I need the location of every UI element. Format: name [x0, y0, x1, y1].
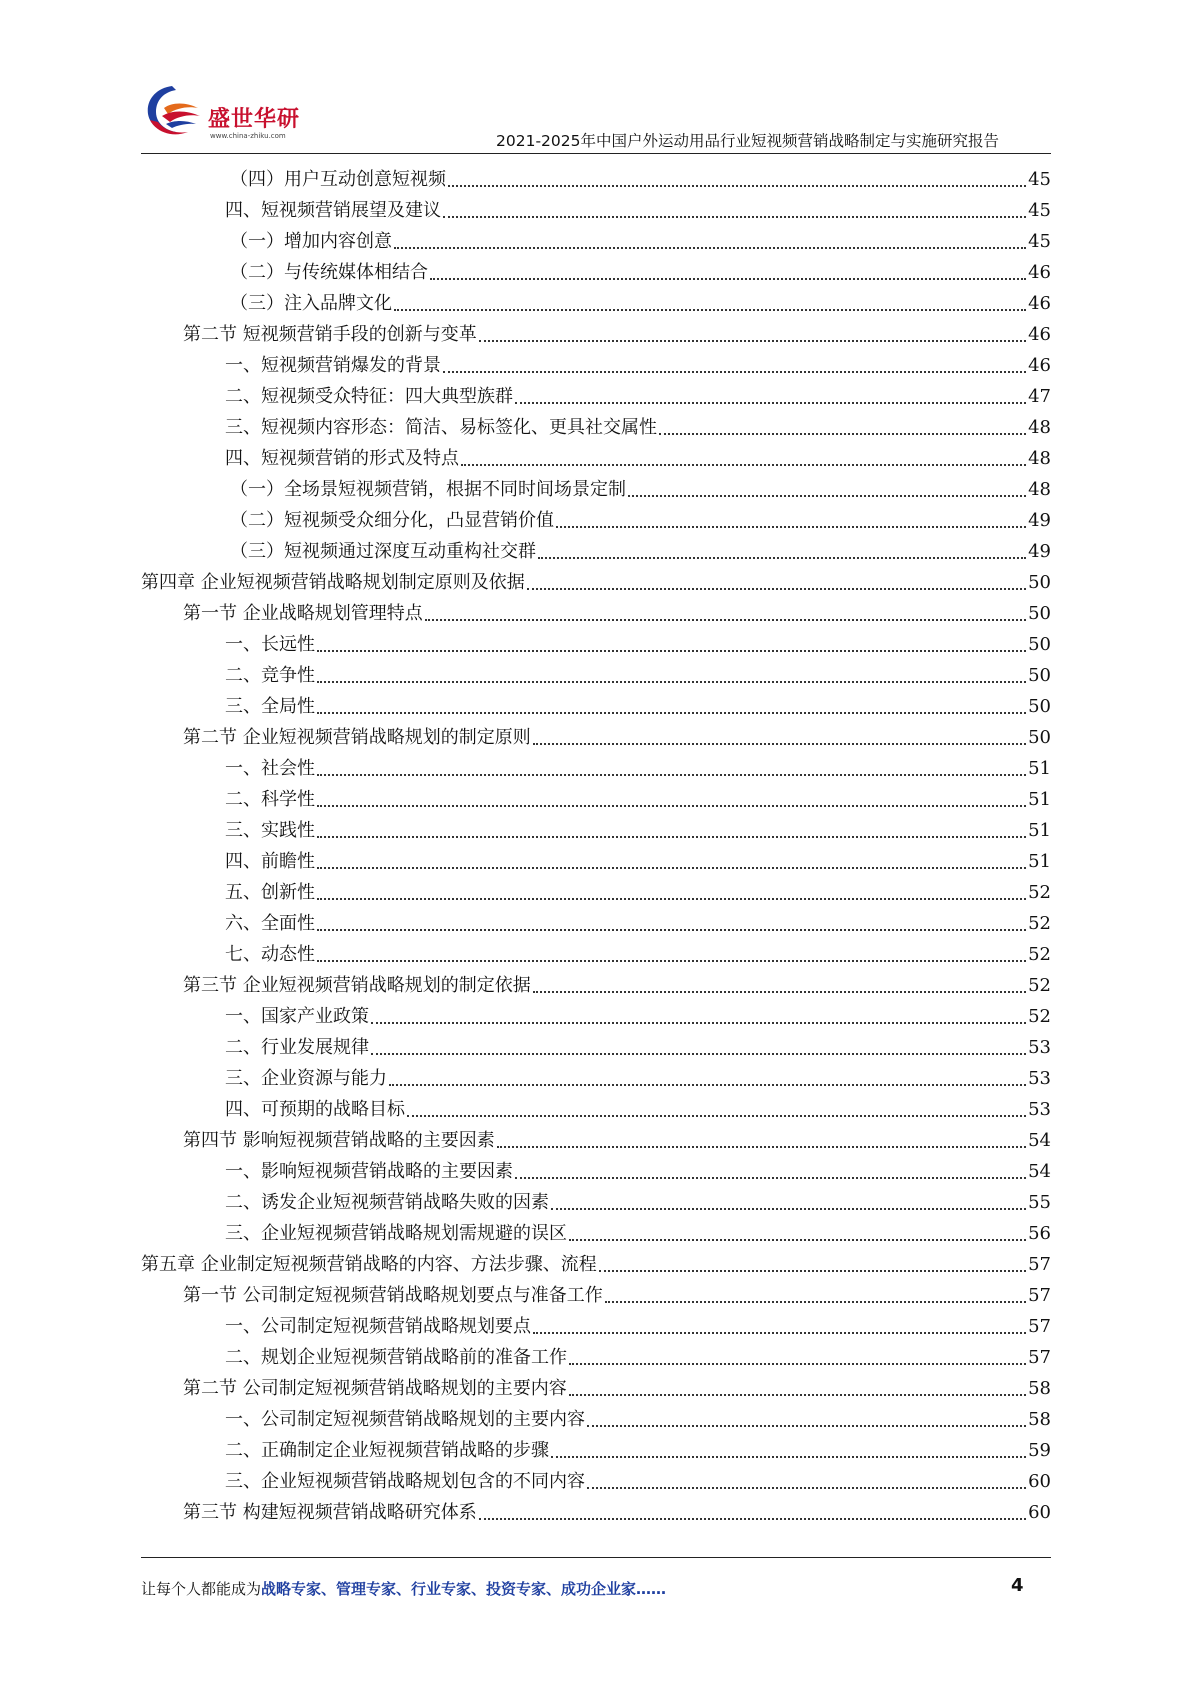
toc-entry-page: 53 — [1028, 1068, 1051, 1089]
toc-entry[interactable] — [230, 160, 1051, 191]
toc-entry[interactable] — [183, 594, 1051, 625]
toc-entry-page: 49 — [1028, 510, 1051, 531]
toc-entry-label: 第一节 公司制定短视频营销战略规划要点与准备工作 — [183, 1285, 603, 1306]
toc-leader-dots — [317, 928, 1026, 931]
toc-leader-dots — [515, 401, 1026, 404]
toc-leader-dots — [527, 587, 1026, 590]
toc-entry[interactable] — [183, 1121, 1051, 1152]
toc-entry-page: 50 — [1028, 572, 1051, 593]
toc-leader-dots — [317, 897, 1026, 900]
toc-entry-label: 三、全局性 — [225, 696, 315, 717]
page-number: 4 — [1011, 1575, 1024, 1596]
toc-entry[interactable] — [225, 1028, 1051, 1059]
toc-entry-label: 四、短视频营销的形式及特点 — [225, 448, 459, 469]
toc-entry[interactable] — [225, 1307, 1051, 1338]
toc-entry[interactable] — [230, 222, 1051, 253]
toc-entry[interactable] — [225, 656, 1051, 687]
toc-entry[interactable] — [225, 1214, 1051, 1245]
toc-entry-page: 46 — [1028, 262, 1051, 283]
toc-entry-label: 一、国家产业政策 — [225, 1006, 369, 1027]
toc-entry-page: 51 — [1028, 758, 1051, 779]
toc-entry-page: 57 — [1028, 1316, 1051, 1337]
toc-leader-dots — [569, 1393, 1026, 1396]
toc-entry-page: 52 — [1028, 944, 1051, 965]
toc-leader-dots — [317, 711, 1026, 714]
logo-name: 盛世华研 — [208, 107, 301, 132]
toc-entry-page: 51 — [1028, 851, 1051, 872]
toc-entry-label: 第二节 公司制定短视频营销战略规划的主要内容 — [183, 1378, 567, 1399]
toc-entry-label: 二、诱发企业短视频营销战略失败的因素 — [225, 1192, 549, 1213]
toc-entry[interactable] — [225, 191, 1051, 222]
toc-entry-page: 52 — [1028, 1006, 1051, 1027]
toc-leader-dots — [317, 959, 1026, 962]
toc-entry-page: 46 — [1028, 293, 1051, 314]
toc-entry[interactable] — [225, 687, 1051, 718]
toc-entry[interactable] — [225, 346, 1051, 377]
toc-leader-dots — [425, 618, 1026, 621]
toc-entry[interactable] — [225, 625, 1051, 656]
report-title: 2021-2025年中国户外运动用品行业短视频营销战略制定与实施研究报告 — [496, 132, 999, 150]
toc-entry[interactable] — [225, 1400, 1051, 1431]
toc-entry-label: 第三节 构建短视频营销战略研究体系 — [183, 1502, 477, 1523]
toc-entry-label: 二、科学性 — [225, 789, 315, 810]
toc-leader-dots — [317, 835, 1026, 838]
toc-entry-page: 50 — [1028, 603, 1051, 624]
toc-entry[interactable] — [183, 315, 1051, 346]
toc-entry[interactable] — [225, 1152, 1051, 1183]
toc-entry-label: 三、实践性 — [225, 820, 315, 841]
toc-entry-page: 57 — [1028, 1254, 1051, 1275]
toc-entry-label: （二）短视频受众细分化，凸显营销价值 — [230, 510, 554, 531]
toc-leader-dots — [551, 1207, 1026, 1210]
toc-entry-label: （二）与传统媒体相结合 — [230, 262, 428, 283]
toc-entry[interactable] — [225, 873, 1051, 904]
logo-url: www.china-zhiku.com — [210, 132, 286, 140]
toc-leader-dots — [317, 773, 1026, 776]
toc-entry-page: 53 — [1028, 1037, 1051, 1058]
toc-leader-dots — [551, 1455, 1026, 1458]
toc-leader-dots — [533, 742, 1026, 745]
toc-entry[interactable] — [183, 1369, 1051, 1400]
toc-entry-page: 58 — [1028, 1378, 1051, 1399]
toc-entry-label: （三）注入品牌文化 — [230, 293, 392, 314]
toc-entry-page: 53 — [1028, 1099, 1051, 1120]
toc-entry[interactable] — [230, 284, 1051, 315]
toc-entry-page: 57 — [1028, 1285, 1051, 1306]
toc-entry-label: 第四章 企业短视频营销战略规划制定原则及依据 — [141, 572, 525, 593]
toc-entry-label: 一、公司制定短视频营销战略规划要点 — [225, 1316, 531, 1337]
toc-entry-page: 48 — [1028, 448, 1051, 469]
toc-entry-page: 50 — [1028, 665, 1051, 686]
toc-entry[interactable] — [230, 532, 1051, 563]
toc-entry[interactable] — [183, 1493, 1051, 1524]
footer-slogan-highlight: 战略专家、管理专家、行业专家、投资专家、成功企业家…… — [261, 1580, 667, 1598]
toc-entry-page: 54 — [1028, 1130, 1051, 1151]
toc-leader-dots — [515, 1176, 1026, 1179]
toc-entry-label: 七、动态性 — [225, 944, 315, 965]
toc-entry-label: 一、短视频营销爆发的背景 — [225, 355, 441, 376]
toc-entry[interactable] — [225, 997, 1051, 1028]
toc-leader-dots — [443, 370, 1026, 373]
toc-entry[interactable] — [225, 439, 1051, 470]
toc-entry[interactable] — [225, 904, 1051, 935]
toc-entry[interactable] — [141, 563, 1051, 594]
toc-leader-dots — [587, 1424, 1026, 1427]
toc-entry-label: 二、竞争性 — [225, 665, 315, 686]
toc-entry-page: 56 — [1028, 1223, 1051, 1244]
toc-entry-label: 第四节 影响短视频营销战略的主要因素 — [183, 1130, 495, 1151]
toc-entry-page: 47 — [1028, 386, 1051, 407]
toc-entry-page: 50 — [1028, 634, 1051, 655]
page-header — [0, 0, 1191, 155]
footer-slogan — [141, 1578, 666, 1599]
toc-entry[interactable] — [225, 1183, 1051, 1214]
toc-entry-page: 52 — [1028, 882, 1051, 903]
toc-leader-dots — [479, 1517, 1026, 1520]
toc-entry-page: 48 — [1028, 479, 1051, 500]
toc-leader-dots — [538, 556, 1026, 559]
toc-entry[interactable] — [225, 1431, 1051, 1462]
toc-entry[interactable] — [230, 470, 1051, 501]
toc-entry-label: 三、短视频内容形态：简洁、易标签化、更具社交属性 — [225, 417, 657, 438]
toc-entry-page: 52 — [1028, 913, 1051, 934]
toc-entry[interactable] — [225, 811, 1051, 842]
toc-entry[interactable] — [225, 1090, 1051, 1121]
toc-leader-dots — [497, 1145, 1026, 1148]
toc-leader-dots — [317, 649, 1026, 652]
toc-entry-page: 50 — [1028, 696, 1051, 717]
header-divider — [141, 153, 1051, 154]
logo-emblem-icon — [142, 82, 208, 140]
toc-entry-page: 50 — [1028, 727, 1051, 748]
toc-leader-dots — [659, 432, 1026, 435]
toc-leader-dots — [407, 1114, 1026, 1117]
toc-leader-dots — [394, 246, 1026, 249]
toc-leader-dots — [628, 494, 1026, 497]
toc-entry-page: 59 — [1028, 1440, 1051, 1461]
toc-entry-page: 57 — [1028, 1347, 1051, 1368]
toc-leader-dots — [479, 339, 1026, 342]
toc-entry-page: 58 — [1028, 1409, 1051, 1430]
toc-leader-dots — [461, 463, 1026, 466]
toc-leader-dots — [389, 1083, 1026, 1086]
toc-entry[interactable] — [225, 1462, 1051, 1493]
toc-entry-page: 60 — [1028, 1471, 1051, 1492]
toc-leader-dots — [430, 277, 1026, 280]
toc-entry-label: 四、可预期的战略目标 — [225, 1099, 405, 1120]
toc-entry-label: （三）短视频通过深度互动重构社交群 — [230, 541, 536, 562]
footer-slogan-prefix: 让每个人都能成为 — [141, 1580, 262, 1598]
toc-entry-page: 45 — [1028, 231, 1051, 252]
toc-entry[interactable] — [225, 749, 1051, 780]
toc-entry-label: 五、创新性 — [225, 882, 315, 903]
toc-entry[interactable] — [230, 501, 1051, 532]
toc-entry-label: 四、短视频营销展望及建议 — [225, 200, 441, 221]
toc-entry-label: 一、社会性 — [225, 758, 315, 779]
toc-entry-label: 三、企业资源与能力 — [225, 1068, 387, 1089]
toc-entry-label: （四）用户互动创意短视频 — [230, 169, 446, 190]
toc-entry[interactable] — [183, 718, 1051, 749]
toc-entry[interactable] — [225, 408, 1051, 439]
toc-entry-label: 二、短视频受众特征：四大典型族群 — [225, 386, 513, 407]
toc-leader-dots — [317, 866, 1026, 869]
toc-leader-dots — [443, 215, 1026, 218]
toc-entry-page: 45 — [1028, 200, 1051, 221]
toc-entry-page: 45 — [1028, 169, 1051, 190]
toc-entry[interactable] — [230, 253, 1051, 284]
toc-entry-page: 54 — [1028, 1161, 1051, 1182]
toc-entry-label: 一、公司制定短视频营销战略规划的主要内容 — [225, 1409, 585, 1430]
toc-entry-label: （一）全场景短视频营销，根据不同时间场景定制 — [230, 479, 626, 500]
toc-entry[interactable] — [225, 935, 1051, 966]
toc-leader-dots — [556, 525, 1026, 528]
toc-entry[interactable] — [225, 780, 1051, 811]
toc-leader-dots — [317, 680, 1026, 683]
toc-entry-label: 第三节 企业短视频营销战略规划的制定依据 — [183, 975, 531, 996]
toc-entry-label: 第二节 企业短视频营销战略规划的制定原则 — [183, 727, 531, 748]
toc-entry-page: 51 — [1028, 820, 1051, 841]
toc-entry-label: 一、影响短视频营销战略的主要因素 — [225, 1161, 513, 1182]
toc-leader-dots — [599, 1269, 1026, 1272]
toc-entry-label: 二、行业发展规律 — [225, 1037, 369, 1058]
toc-entry[interactable] — [225, 377, 1051, 408]
toc-entry-label: 第五章 企业制定短视频营销战略的内容、方法步骤、流程 — [141, 1254, 597, 1275]
toc-leader-dots — [587, 1486, 1026, 1489]
toc-entry-label: 二、规划企业短视频营销战略前的准备工作 — [225, 1347, 567, 1368]
toc-entry[interactable] — [141, 1245, 1051, 1276]
toc-entry-label: 一、长远性 — [225, 634, 315, 655]
toc-entry-label: 第一节 企业战略规划管理特点 — [183, 603, 423, 624]
toc-leader-dots — [533, 1331, 1026, 1334]
toc-entry-page: 49 — [1028, 541, 1051, 562]
toc-entry[interactable] — [225, 842, 1051, 873]
footer-divider — [141, 1557, 1051, 1558]
toc-leader-dots — [533, 990, 1026, 993]
toc-entry-label: 六、全面性 — [225, 913, 315, 934]
toc-entry-label: 三、企业短视频营销战略规划需规避的误区 — [225, 1223, 567, 1244]
toc-entry[interactable] — [183, 1276, 1051, 1307]
toc-entry[interactable] — [225, 1059, 1051, 1090]
toc-entry-page: 52 — [1028, 975, 1051, 996]
toc-entry-label: 二、正确制定企业短视频营销战略的步骤 — [225, 1440, 549, 1461]
toc-leader-dots — [317, 804, 1026, 807]
toc-entry-page: 60 — [1028, 1502, 1051, 1523]
toc-leader-dots — [371, 1052, 1026, 1055]
toc-entry-page: 48 — [1028, 417, 1051, 438]
toc-entry-label: 第二节 短视频营销手段的创新与变革 — [183, 324, 477, 345]
toc-leader-dots — [605, 1300, 1026, 1303]
toc-entry-page: 55 — [1028, 1192, 1051, 1213]
toc-entry-page: 46 — [1028, 324, 1051, 345]
toc-entry[interactable] — [225, 1338, 1051, 1369]
toc-leader-dots — [371, 1021, 1026, 1024]
toc-entry-page: 46 — [1028, 355, 1051, 376]
toc-leader-dots — [569, 1238, 1026, 1241]
toc-entry-page: 51 — [1028, 789, 1051, 810]
company-logo — [142, 82, 302, 142]
toc-leader-dots — [448, 184, 1026, 187]
toc-entry-label: 四、前瞻性 — [225, 851, 315, 872]
toc-entry[interactable] — [183, 966, 1051, 997]
toc-leader-dots — [569, 1362, 1026, 1365]
toc-entry-label: 三、企业短视频营销战略规划包含的不同内容 — [225, 1471, 585, 1492]
toc-entry-label: （一）增加内容创意 — [230, 231, 392, 252]
toc-leader-dots — [394, 308, 1026, 311]
